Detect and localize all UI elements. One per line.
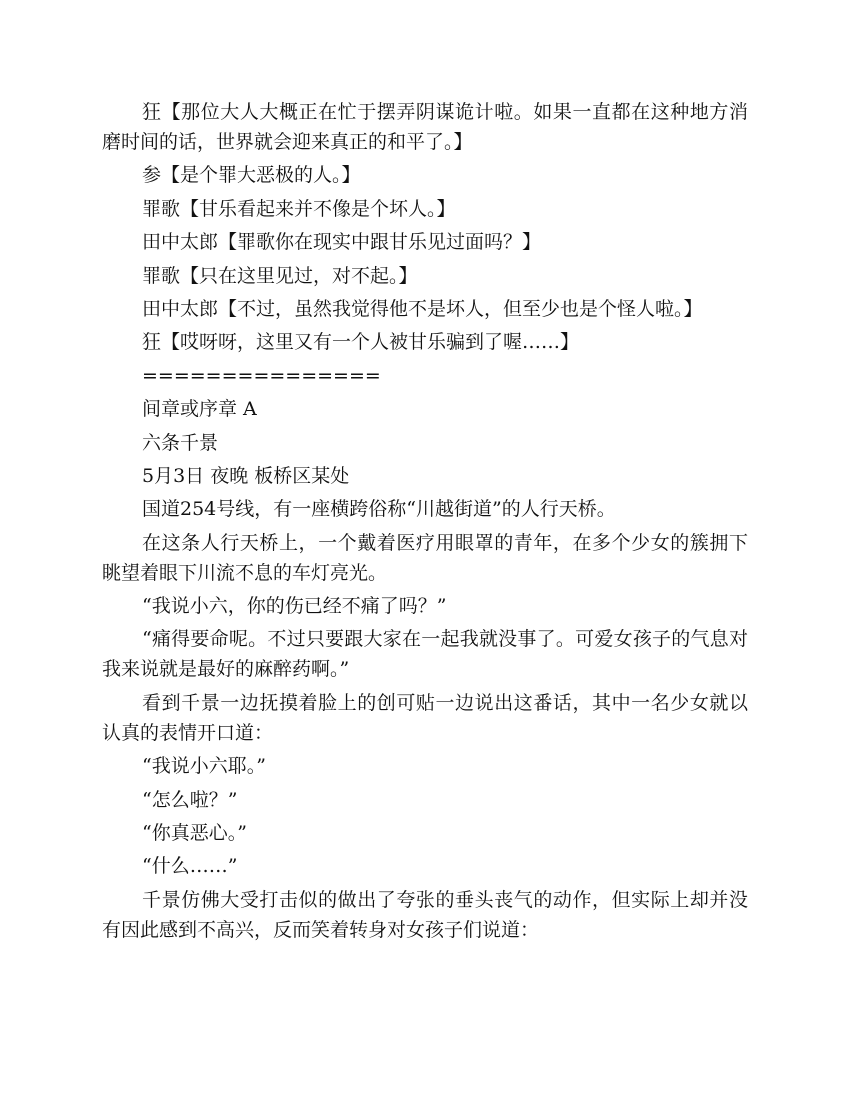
paragraph: “怎么啦？” <box>142 788 238 811</box>
paragraph: “你真恶心。” <box>142 822 247 845</box>
paragraph: “我说小六，你的伤已经不痛了吗？” <box>142 595 447 618</box>
paragraph: 狂【那位大人大概正在忙于摆弄阴谋诡计啦。如果一直都在这种地方消磨时间的话，世界就会迎来真正的和平了。】 <box>102 101 748 153</box>
paragraph: 罪歌【只在这里见过，对不起。】 <box>142 264 418 287</box>
paragraph: 参【是个罪大恶极的人。】 <box>142 164 361 187</box>
paragraph: 狂【哎呀呀，这里又有一个人被甘乐骗到了喔……】 <box>142 331 580 354</box>
paragraph: 田中太郎【罪歌你在现实中跟甘乐见过面吗？】 <box>142 231 542 254</box>
paragraph: “我说小六耶。” <box>142 755 266 778</box>
paragraph: 在这条人行天桥上，一个戴着医疗用眼罩的青年，在多个少女的簇拥下眺望着眼下川流不息的车灯亮光。 <box>102 531 748 584</box>
separator-line: =============== <box>142 364 381 387</box>
document-body <box>102 97 748 948</box>
paragraph: 国道254号线，有一座横跨俗称“川越街道”的人行天桥。 <box>142 498 616 521</box>
paragraph: 看到千景一边抚摸着脸上的创可贴一边说出这番话，其中一名少女就以认真的表情开口道： <box>102 691 748 744</box>
paragraph: “痛得要命呢。不过只要跟大家在一起我就没事了。可爱女孩子的气息对我来说就是最好的麻醉药啊。” <box>102 628 748 681</box>
scene-datetime: 5月3日 夜晚 板桥区某处 <box>142 464 350 487</box>
paragraph: “什么……” <box>142 855 238 878</box>
paragraph: 田中太郎【不过，虽然我觉得他不是坏人，但至少也是个怪人啦。】 <box>142 297 703 320</box>
paragraph: 罪歌【甘乐看起来并不像是个坏人。】 <box>142 197 456 220</box>
paragraph: 千景仿佛大受打击似的做出了夸张的垂头丧气的动作，但实际上却并没有因此感到不高兴，反而笑着转身对女孩子们说道： <box>102 888 748 941</box>
chapter-title: 间章或序章 A <box>142 398 257 421</box>
chapter-character: 六条千景 <box>142 431 219 454</box>
